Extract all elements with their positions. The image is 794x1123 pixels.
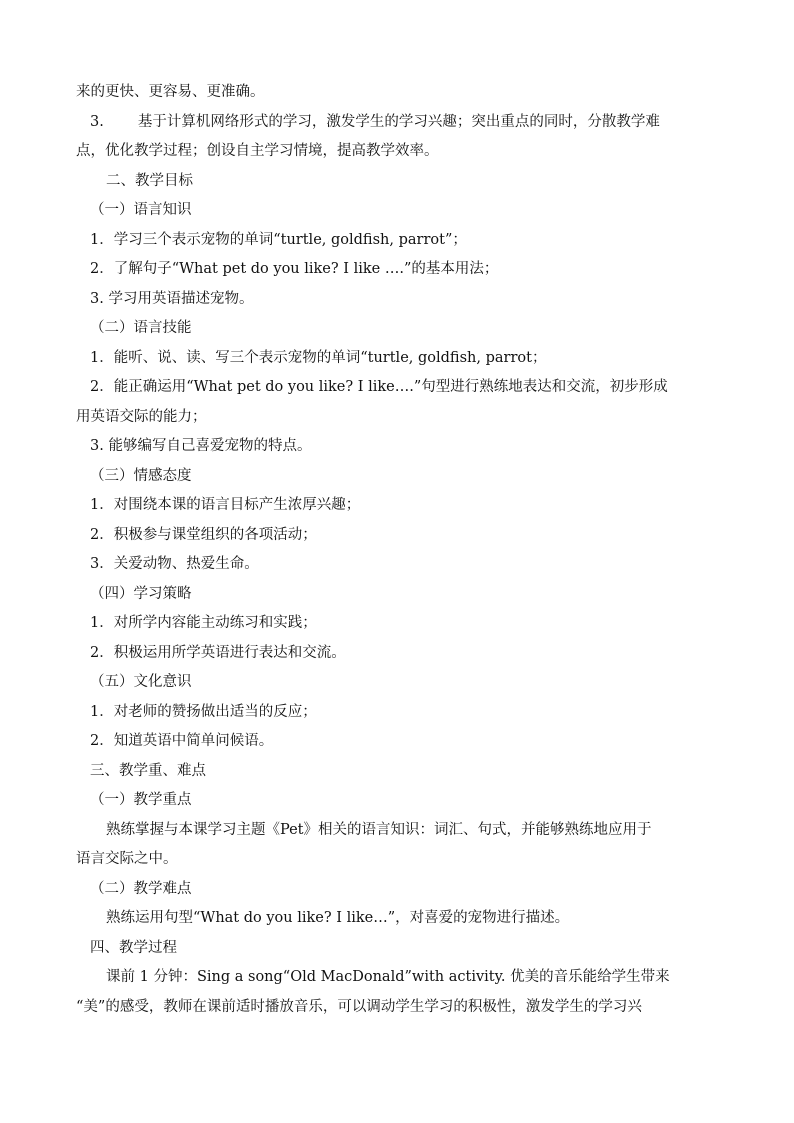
list-number: 3. xyxy=(90,113,104,130)
subsection-heading: （二）教学难点 xyxy=(90,880,192,897)
section-heading: 二、教学目标 xyxy=(106,172,193,189)
paragraph-line: 语言交际之中。 xyxy=(76,851,178,867)
list-item: 1．学习三个表示宠物的单词“turtle, goldfish, parrot”； xyxy=(90,231,467,248)
subsection-heading: （二）语言技能 xyxy=(90,320,192,336)
list-item: 2．能正确运用“What pet do you like? I like….”句型进行熟练地表达和交流，初步形成 xyxy=(90,379,668,395)
paragraph-line: “美”的感受，教师在课前适时播放音乐，可以调动学生学习的积极性，激发学生的学习兴 xyxy=(76,998,642,1015)
list-item: 1．对所学内容能主动练习和实践； xyxy=(90,615,317,631)
paragraph-line: 用英语交际的能力； xyxy=(76,408,207,425)
paragraph-line: 熟练掌握与本课学习主题《Pet》相关的语言知识：词汇、句式，并能够熟练地应用于 xyxy=(106,821,652,838)
subsection-heading: （四）学习策略 xyxy=(90,585,192,602)
subsection-heading: （三）情感态度 xyxy=(90,467,192,484)
paragraph-line: 点，优化教学过程；创设自主学习情境，提高教学效率。 xyxy=(76,143,439,159)
list-item: 3. 学习用英语描述宠物。 xyxy=(90,290,254,307)
list-item-3 xyxy=(76,108,719,138)
list-item: 2．知道英语中简单问候语。 xyxy=(90,733,274,749)
subsection-heading: （一）教学重点 xyxy=(90,792,192,808)
list-item: 1．对围绕本课的语言目标产生浓厚兴趣； xyxy=(90,497,361,513)
paragraph-line: 课前 1 分钟：Sing a song“Old MacDonald”with activity. 优美的音乐能给学生带来 xyxy=(106,969,670,985)
paragraph-text: 基于计算机网络形式的学习，激发学生的学习兴趣；突出重点的同时，分散教学难 xyxy=(137,113,660,130)
paragraph-line: 熟练运用句型“What do you like? I like…”，对喜爱的宠物进行描述。 xyxy=(106,910,570,926)
section-heading: 四、教学过程 xyxy=(90,939,177,956)
subsection-heading: （一）语言知识 xyxy=(90,202,192,218)
list-item: 1．对老师的赞扬做出适当的反应； xyxy=(90,703,317,720)
subsection-heading: （五）文化意识 xyxy=(90,674,192,690)
list-item: 2．了解句子“What pet do you like? I like ….”的基本用法； xyxy=(90,261,499,277)
list-item: 1．能听、说、读、写三个表示宠物的单词“turtle, goldfish, parrot； xyxy=(90,349,547,366)
list-item: 3. 能够编写自己喜爱宠物的特点。 xyxy=(90,438,312,454)
paragraph-line: 来的更快、更容易、更准确。 xyxy=(76,84,265,100)
list-item: 2．积极运用所学英语进行表达和交流。 xyxy=(90,644,346,661)
document-body xyxy=(76,78,719,1022)
section-heading: 三、教学重、难点 xyxy=(90,762,206,779)
list-item: 3．关爱动物、热爱生命。 xyxy=(90,556,259,572)
list-item: 2．积极参与课堂组织的各项活动； xyxy=(90,526,317,543)
